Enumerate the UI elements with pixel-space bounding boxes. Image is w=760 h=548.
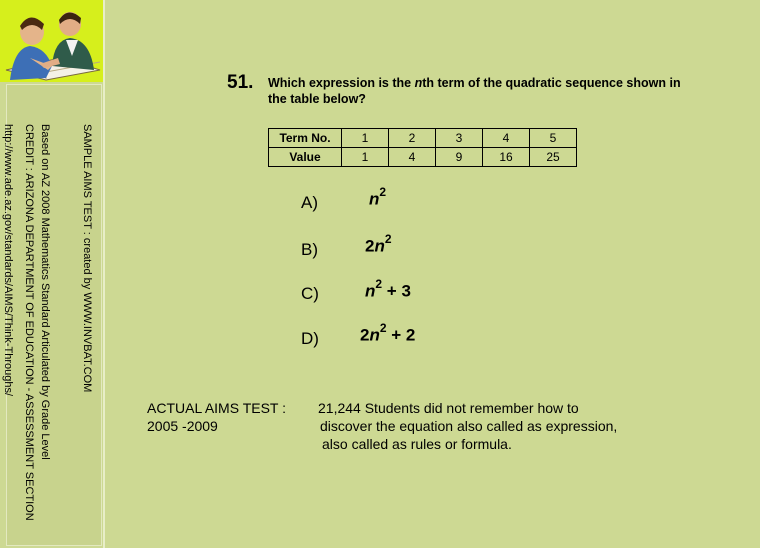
option-d-exponent: 2 bbox=[379, 321, 387, 335]
footer-right bbox=[318, 399, 617, 453]
question-text-before: Which expression is the bbox=[268, 76, 415, 90]
option-d-coefficient: 2 bbox=[360, 325, 370, 345]
table-cell: 1 bbox=[342, 148, 389, 167]
table-cell: 25 bbox=[530, 148, 577, 167]
footer-line-3: also called as rules or formula. bbox=[322, 436, 512, 452]
footer-line-1: 21,244 Students did not remember how to bbox=[318, 400, 579, 416]
option-b-coefficient: 2 bbox=[365, 236, 375, 256]
option-b-variable: n bbox=[374, 236, 385, 256]
option-a-variable: n bbox=[369, 189, 380, 209]
sidebar bbox=[0, 0, 105, 548]
footer-title: ACTUAL AIMS TEST : bbox=[147, 400, 287, 416]
table-row bbox=[269, 129, 577, 148]
footer-line-2: discover the equation also called as expression, bbox=[320, 418, 618, 434]
question-text bbox=[268, 75, 688, 107]
credit-line-standard: Based on AZ 2008 Mathematics Standard Articulated by Grade Level bbox=[39, 124, 51, 460]
option-d-label[interactable]: D) bbox=[301, 329, 319, 348]
question-text-after: th term of the quadratic sequence shown in the table below? bbox=[268, 76, 681, 106]
option-c-exponent: 2 bbox=[375, 277, 383, 291]
sequence-table bbox=[268, 128, 577, 167]
option-d-rest: + 2 bbox=[386, 325, 416, 345]
option-c-rest: + 3 bbox=[382, 281, 411, 301]
option-a-label[interactable]: A) bbox=[301, 193, 318, 212]
table-row-header: Term No. bbox=[269, 129, 342, 148]
footer-left bbox=[147, 399, 286, 435]
option-b-exponent: 2 bbox=[384, 232, 392, 246]
option-d-variable: n bbox=[369, 325, 380, 345]
question-text-italic: n bbox=[414, 76, 423, 90]
table-cell: 4 bbox=[483, 129, 530, 148]
option-a-expression[interactable] bbox=[369, 187, 386, 210]
footer-years: 2005 -2009 bbox=[147, 418, 218, 434]
table-row bbox=[269, 148, 577, 167]
table-cell: 9 bbox=[436, 148, 483, 167]
option-c-label[interactable]: C) bbox=[301, 284, 319, 303]
table-cell: 1 bbox=[342, 129, 389, 148]
credit-line-url[interactable]: http://www.ade.az.gov/standards/AIMS/Think-Throughs/ bbox=[2, 124, 14, 397]
table-row-header: Value bbox=[269, 148, 342, 167]
table-cell: 2 bbox=[389, 129, 436, 148]
credit-line-department: CREDIT : ARIZONA DEPARTMENT OF EDUCATION - ASSESSMENT SECTION bbox=[23, 124, 35, 521]
table-cell: 4 bbox=[389, 148, 436, 167]
option-b-label[interactable]: B) bbox=[301, 240, 318, 259]
option-d-expression[interactable] bbox=[360, 323, 415, 346]
option-c-expression[interactable] bbox=[365, 279, 411, 302]
question-number: 51. bbox=[227, 72, 254, 93]
table-cell: 3 bbox=[436, 129, 483, 148]
people-studying-icon bbox=[0, 0, 103, 82]
option-a-exponent: 2 bbox=[379, 185, 387, 199]
teacher-student-clipart bbox=[0, 0, 103, 82]
table-cell: 5 bbox=[530, 129, 577, 148]
credit-line-sample: SAMPLE AIMS TEST : created by WWW.INVBAT.COM bbox=[81, 124, 93, 393]
table-cell: 16 bbox=[483, 148, 530, 167]
option-c-variable: n bbox=[365, 281, 376, 301]
option-b-expression[interactable] bbox=[365, 234, 392, 257]
